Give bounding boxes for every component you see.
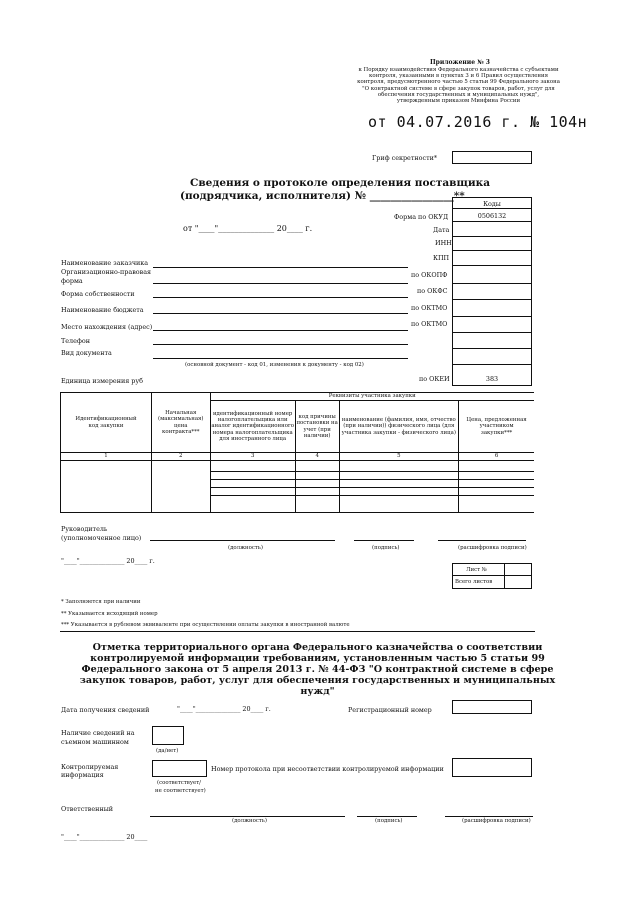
cell[interactable] [339, 461, 459, 513]
head-position-field[interactable] [150, 540, 335, 541]
legal-form-label-2: форма [61, 277, 83, 285]
col-header-inn: идентификационный номер налогоплательщика или аналог идентификационного номера налогоплательщика для иностранного лица [210, 401, 295, 453]
cell[interactable] [151, 461, 210, 513]
location-label: Место нахождения (адрес) [61, 323, 153, 331]
ctrl-info-field[interactable] [152, 760, 207, 777]
participants-table [60, 392, 534, 513]
received-date: "____"______________ 20____ г. [177, 705, 271, 713]
appendix-line: контроля, указанными в пунктах 3 и 6 Правил осуществления [368, 73, 549, 80]
phone-field[interactable] [153, 344, 408, 345]
protocol-label: Номер протокола при несоответствии контролируемой информации [211, 765, 444, 773]
reg-number-label: Регистрационный номер [348, 706, 432, 714]
decode-caption: (расшифровка подписи) [458, 545, 527, 551]
col-header-name: наименование (фамилия, имя, отчество (при наличии)) физического лица (для участника закупки - физического лица) [339, 401, 459, 453]
okud-label: Форма по ОКУД [394, 213, 449, 221]
budget-label: Наименование бюджета [61, 306, 144, 314]
decode-caption: (расшифровка подписи) [462, 818, 531, 824]
sign-caption: (подпись) [372, 545, 400, 551]
ownership-field[interactable] [153, 297, 408, 298]
col-num: 5 [339, 453, 459, 461]
cell[interactable] [61, 461, 152, 513]
responsible-decode-field[interactable] [445, 816, 533, 817]
responsible-date: "____"______________ 20____ [61, 833, 148, 841]
position-caption: (должность) [228, 545, 263, 551]
legal-form-label: Организационно-правовая [61, 268, 152, 276]
order-stamp: от 04.07.2016 г. № 104н [368, 113, 588, 131]
sheet-label: Лист № [466, 567, 487, 573]
appendix-line: утвержденным приказом Минфина России [396, 98, 521, 105]
appendix-line: контроля, предусмотренного частью 5 статьи 99 Федерального закона [357, 79, 560, 86]
head-sign-field[interactable] [354, 540, 414, 541]
appendix-line: обеспечения государственных и муниципальных нужд", [377, 91, 540, 98]
col-num: 3 [210, 453, 295, 461]
codes-header: Коды [483, 200, 501, 208]
ctrl-info-label-2: информация [61, 771, 104, 779]
date-code-label: Дата [433, 226, 450, 234]
budget-field[interactable] [153, 313, 408, 314]
protocol-number-field[interactable] [452, 758, 532, 777]
okei-label: по ОКЕИ [419, 375, 450, 383]
secrecy-field[interactable] [452, 151, 532, 164]
responsible-position-field[interactable] [150, 816, 345, 817]
doc-date: от "____"______________ 20____ г. [183, 224, 313, 233]
col-num: 2 [151, 453, 210, 461]
oktmo2-label: по ОКТМО [411, 320, 448, 328]
unit-label: Единица измерения руб [61, 377, 143, 385]
okfs-label: по ОКФС [417, 287, 448, 295]
reg-number-field[interactable] [452, 700, 532, 714]
ctrl-info-caption: (соответствует/ [157, 780, 201, 786]
doc-type-note: (основной документ - код 01, изменения к документу - код 02) [185, 362, 364, 368]
appendix-line: к Порядку взаимодействия Федерального казначейства с субъектами [358, 67, 559, 73]
cell[interactable] [295, 461, 339, 513]
received-label: Дата получения сведений [61, 706, 150, 714]
oktmo-label: по ОКТМО [411, 304, 448, 312]
customer-field[interactable] [153, 267, 408, 268]
codes-table [452, 197, 532, 386]
responsible-sign-field[interactable] [357, 816, 417, 817]
cell[interactable] [459, 461, 534, 513]
head-label-2: (уполномоченное лицо) [61, 534, 142, 542]
location-field[interactable] [153, 330, 408, 331]
signature-date: "____"______________ 20____ г. [61, 557, 155, 565]
head-label: Руководитель [61, 525, 108, 533]
ctrl-info-label: Контролируемая [61, 763, 119, 771]
ctrl-info-caption-2: не соответствует) [155, 788, 206, 794]
appendix-text [356, 67, 561, 104]
col-header-purchase-code: Идентификационный код закупки [61, 393, 152, 453]
footnote: *** Указывается в рублевом эквиваленте при осуществлении оплаты закупки в иностранной валюте [61, 622, 350, 628]
customer-label: Наименование заказчика [61, 259, 149, 267]
table-row [61, 461, 535, 513]
media-field[interactable] [152, 726, 184, 745]
ownership-label: Форма собственности [61, 290, 135, 298]
cell[interactable] [210, 461, 295, 513]
appendix-title: Приложение № 3 [430, 59, 490, 66]
total-sheets-label: Всего листов [455, 579, 493, 585]
doc-type-label: Вид документа [61, 349, 112, 357]
doc-title-number: (подрядчика, исполнителя) № ________________** [180, 190, 465, 202]
media-label: Наличие сведений на [61, 729, 135, 737]
group-header-participant: Реквизиты участника закупки [210, 393, 534, 401]
treasury-mark-title: Отметка территориального органа Федерального казначейства о соответствии контролируемой информации требованиям, установленным частью 5 статьи 99 Федерального закона от 5 апреля 2013 г. № 44-ФЗ "О контрактной системе в сфере закупок товаров, работ, услуг для обеспечения государственных и муниципальных нужд" [79, 642, 556, 697]
legal-form-field[interactable] [153, 283, 408, 284]
position-caption: (должность) [232, 818, 267, 824]
col-num: 1 [61, 453, 152, 461]
okei-value: 383 [485, 375, 499, 383]
col-header-offer-price: Цена, предложенная участником закупки*** [459, 401, 534, 453]
head-decode-field[interactable] [438, 540, 526, 541]
phone-label: Телефон [61, 337, 90, 345]
sign-caption: (подпись) [375, 818, 403, 824]
okud-value: 0506132 [477, 212, 507, 220]
doc-title: Сведения о протоколе определения поставщика [190, 177, 491, 189]
okopf-label: по ОКОПФ [411, 271, 448, 279]
media-label-2: съемном машинном [61, 738, 129, 746]
appendix-line: "О контрактной системе в сфере закупок товаров, работ, услуг для [362, 85, 555, 92]
secrecy-label: Гриф секретности* [372, 154, 438, 162]
media-caption: (да/нет) [156, 748, 179, 754]
doc-type-field[interactable] [153, 358, 408, 359]
col-header-kpp: код причины постановки на учет (при наличии) [295, 401, 339, 453]
kpp-label: КПП [433, 254, 450, 262]
col-num: 6 [459, 453, 534, 461]
col-header-initial-price: Начальная (максимальная) цена контракта*** [151, 393, 210, 453]
col-num: 4 [295, 453, 339, 461]
responsible-label: Ответственный [61, 805, 114, 813]
footnote: * Заполняется при наличии [61, 599, 141, 605]
footnote: ** Указывается исходящий номер [61, 611, 158, 617]
inn-label: ИНН [435, 239, 452, 247]
